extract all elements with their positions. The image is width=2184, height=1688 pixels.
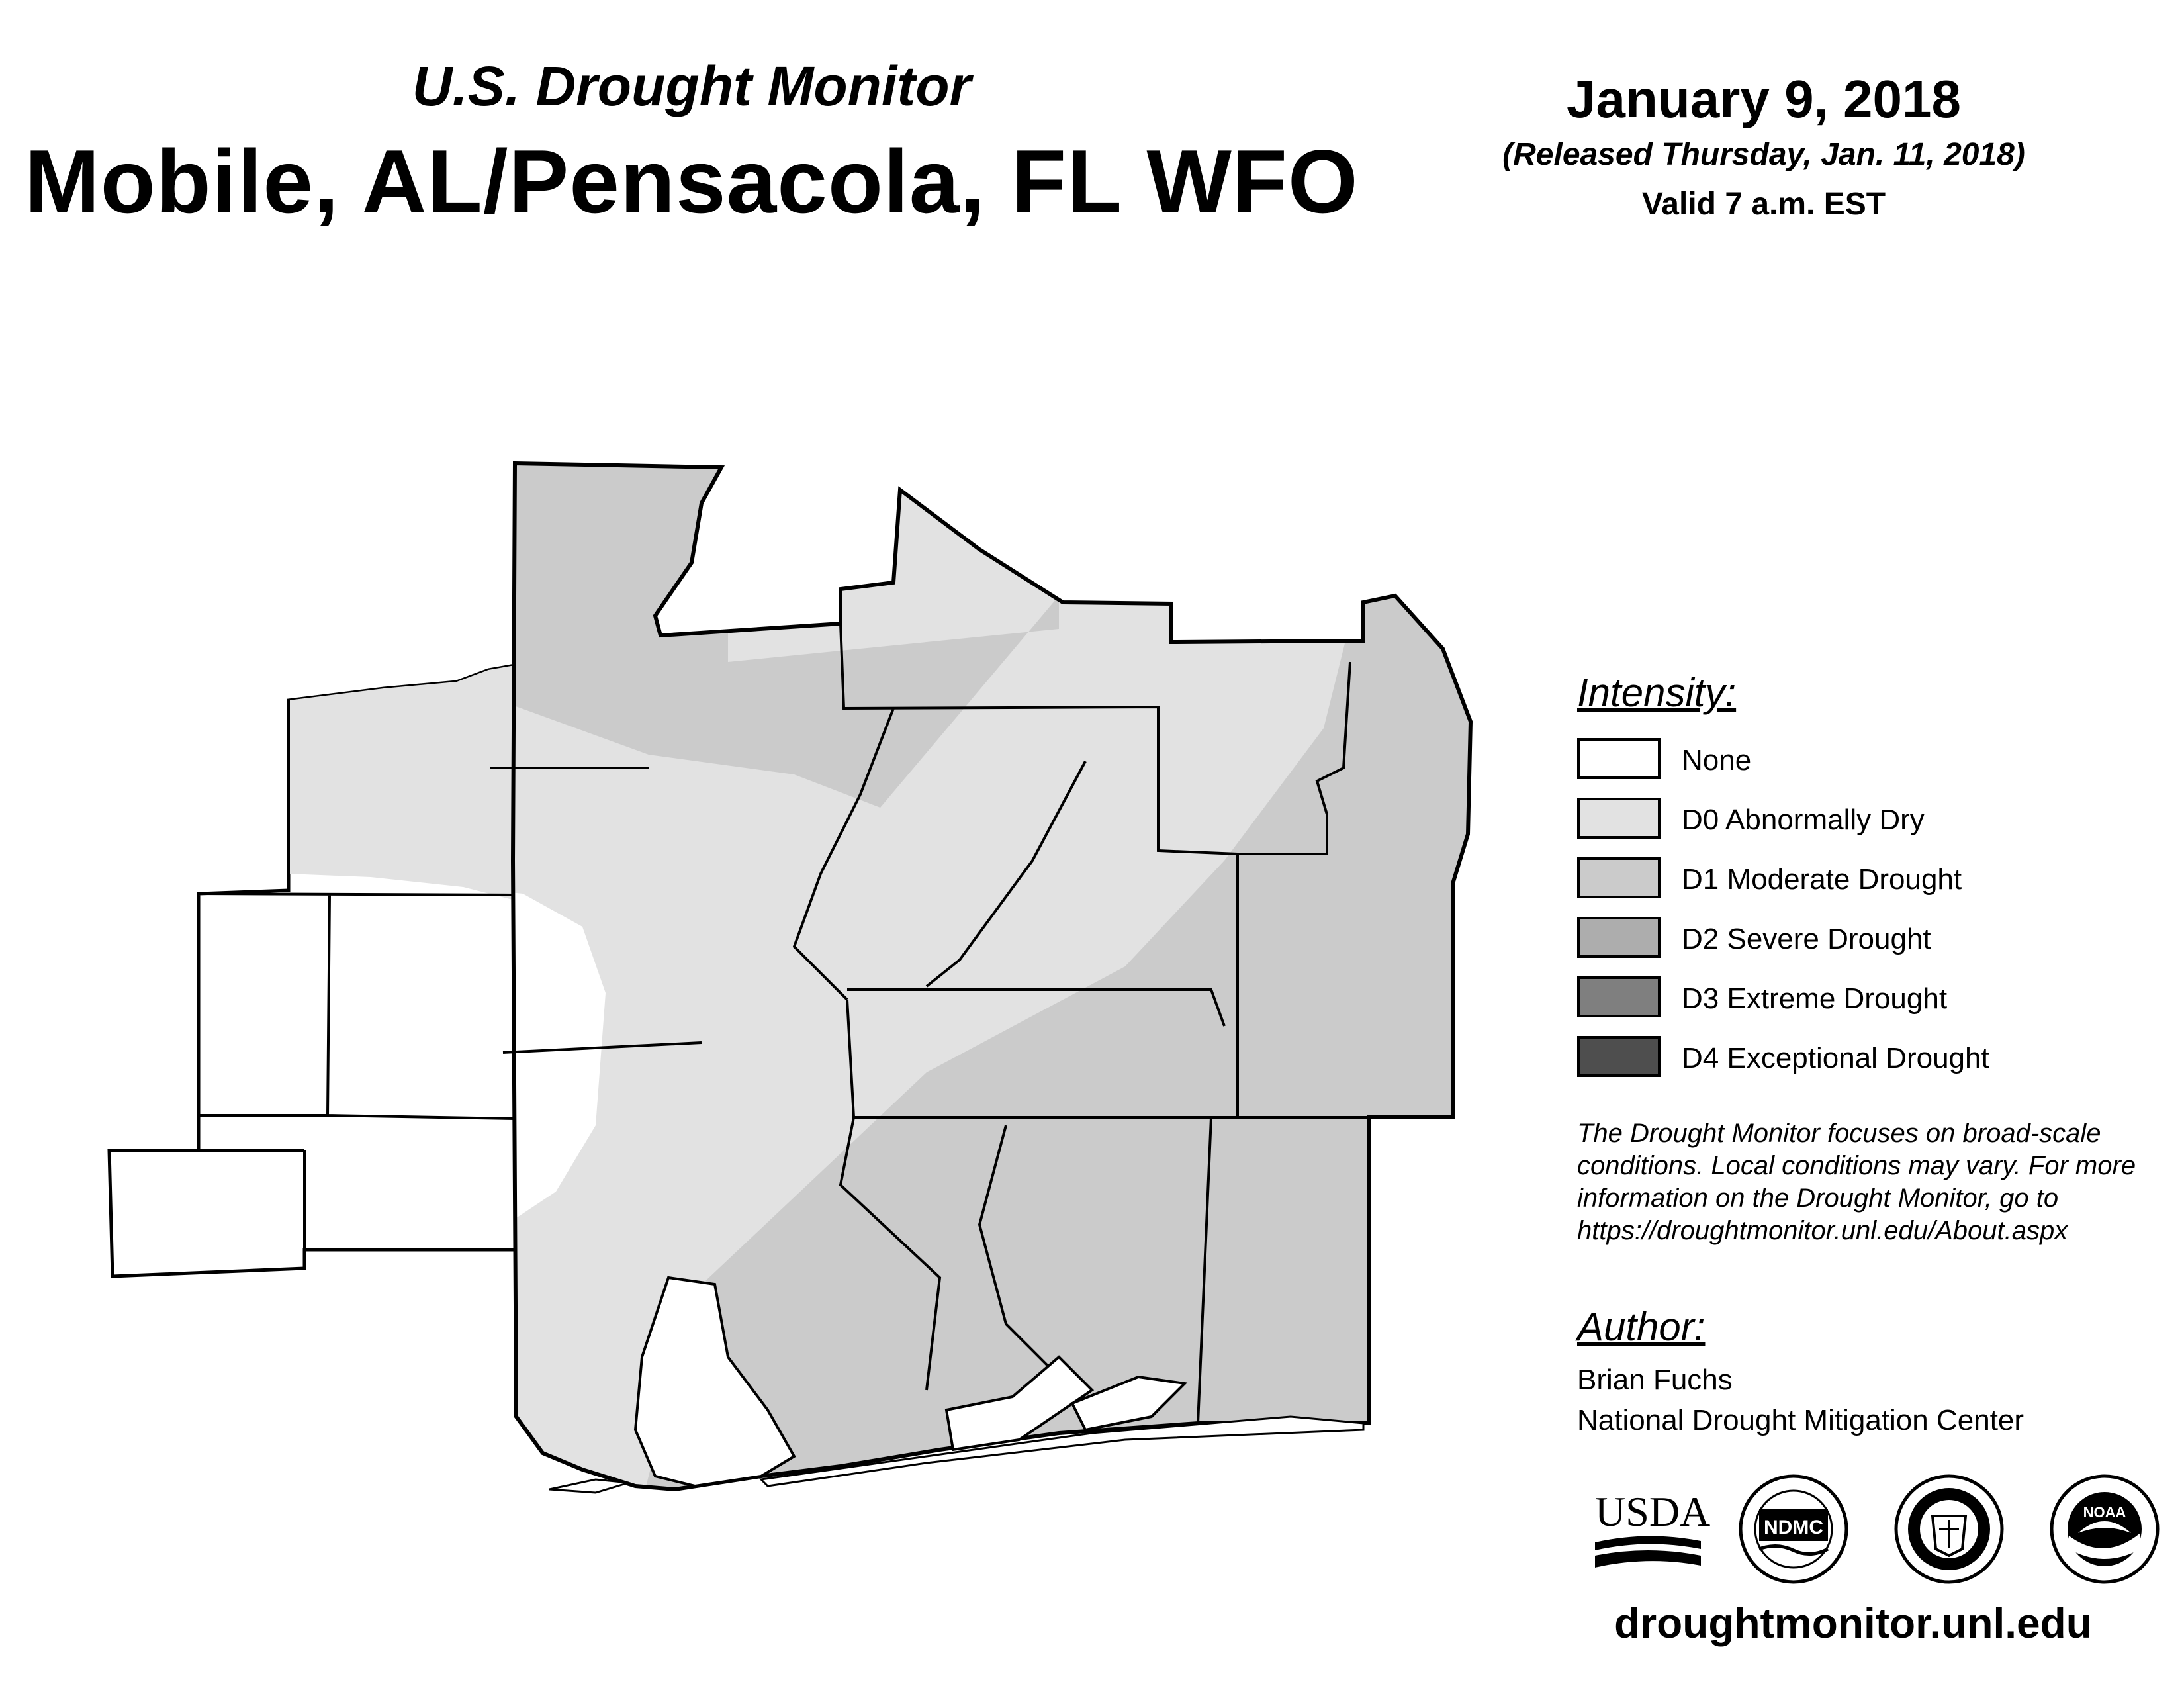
- region-d0-northwest: [289, 665, 515, 900]
- legend-label: D2 Severe Drought: [1682, 923, 1931, 955]
- legend-swatch: [1577, 857, 1661, 898]
- map-title: Mobile, AL/Pensacola, FL WFO: [24, 131, 1359, 232]
- legend-label: D0 Abnormally Dry: [1682, 804, 1925, 836]
- ndmc-logo: [1741, 1476, 1846, 1582]
- legend-swatch: [1577, 738, 1661, 779]
- author-organization: National Drought Mitigation Center: [1577, 1404, 2025, 1436]
- svg-text:NOAA: NOAA: [2083, 1504, 2126, 1521]
- dauphin-island: [549, 1479, 629, 1493]
- legend-label: D4 Exceptional Drought: [1682, 1042, 1989, 1074]
- website-link[interactable]: droughtmonitor.unl.edu: [1614, 1599, 2092, 1647]
- legend-label: None: [1682, 744, 1752, 776]
- legend-label: D1 Moderate Drought: [1682, 863, 1962, 896]
- map-supertitle: U.S. Drought Monitor: [412, 55, 972, 117]
- legend-label: D3 Extreme Drought: [1682, 982, 1948, 1015]
- drought-monitor-note: The Drought Monitor focuses on broad-scale conditions. Local conditions may vary. For more information on the Drought Monitor, go to https://droughtmonitor.unl.edu/About.aspx: [1577, 1119, 2136, 1245]
- commerce-logo: [1896, 1476, 2002, 1582]
- svg-text:USDA: USDA: [1595, 1488, 1711, 1535]
- valid-time: Valid 7 a.m. EST: [1641, 187, 1886, 222]
- author-name: Brian Fuchs: [1577, 1364, 1733, 1396]
- legend-swatch: [1577, 798, 1661, 839]
- author-title: Author:: [1577, 1305, 1706, 1349]
- usda-logo: [1595, 1488, 1710, 1568]
- legend-title: Intensity:: [1577, 671, 1737, 715]
- release-date: (Released Thursday, Jan. 11, 2018): [1502, 137, 2025, 172]
- noaa-logo: [2052, 1476, 2158, 1582]
- map-date: January 9, 2018: [1567, 70, 1961, 128]
- legend-swatch: [1577, 917, 1661, 958]
- partner-logos: [1582, 1470, 2177, 1589]
- svg-text:NDMC: NDMC: [1764, 1517, 1823, 1538]
- legend-swatch: [1577, 976, 1661, 1017]
- legend-swatch: [1577, 1036, 1661, 1077]
